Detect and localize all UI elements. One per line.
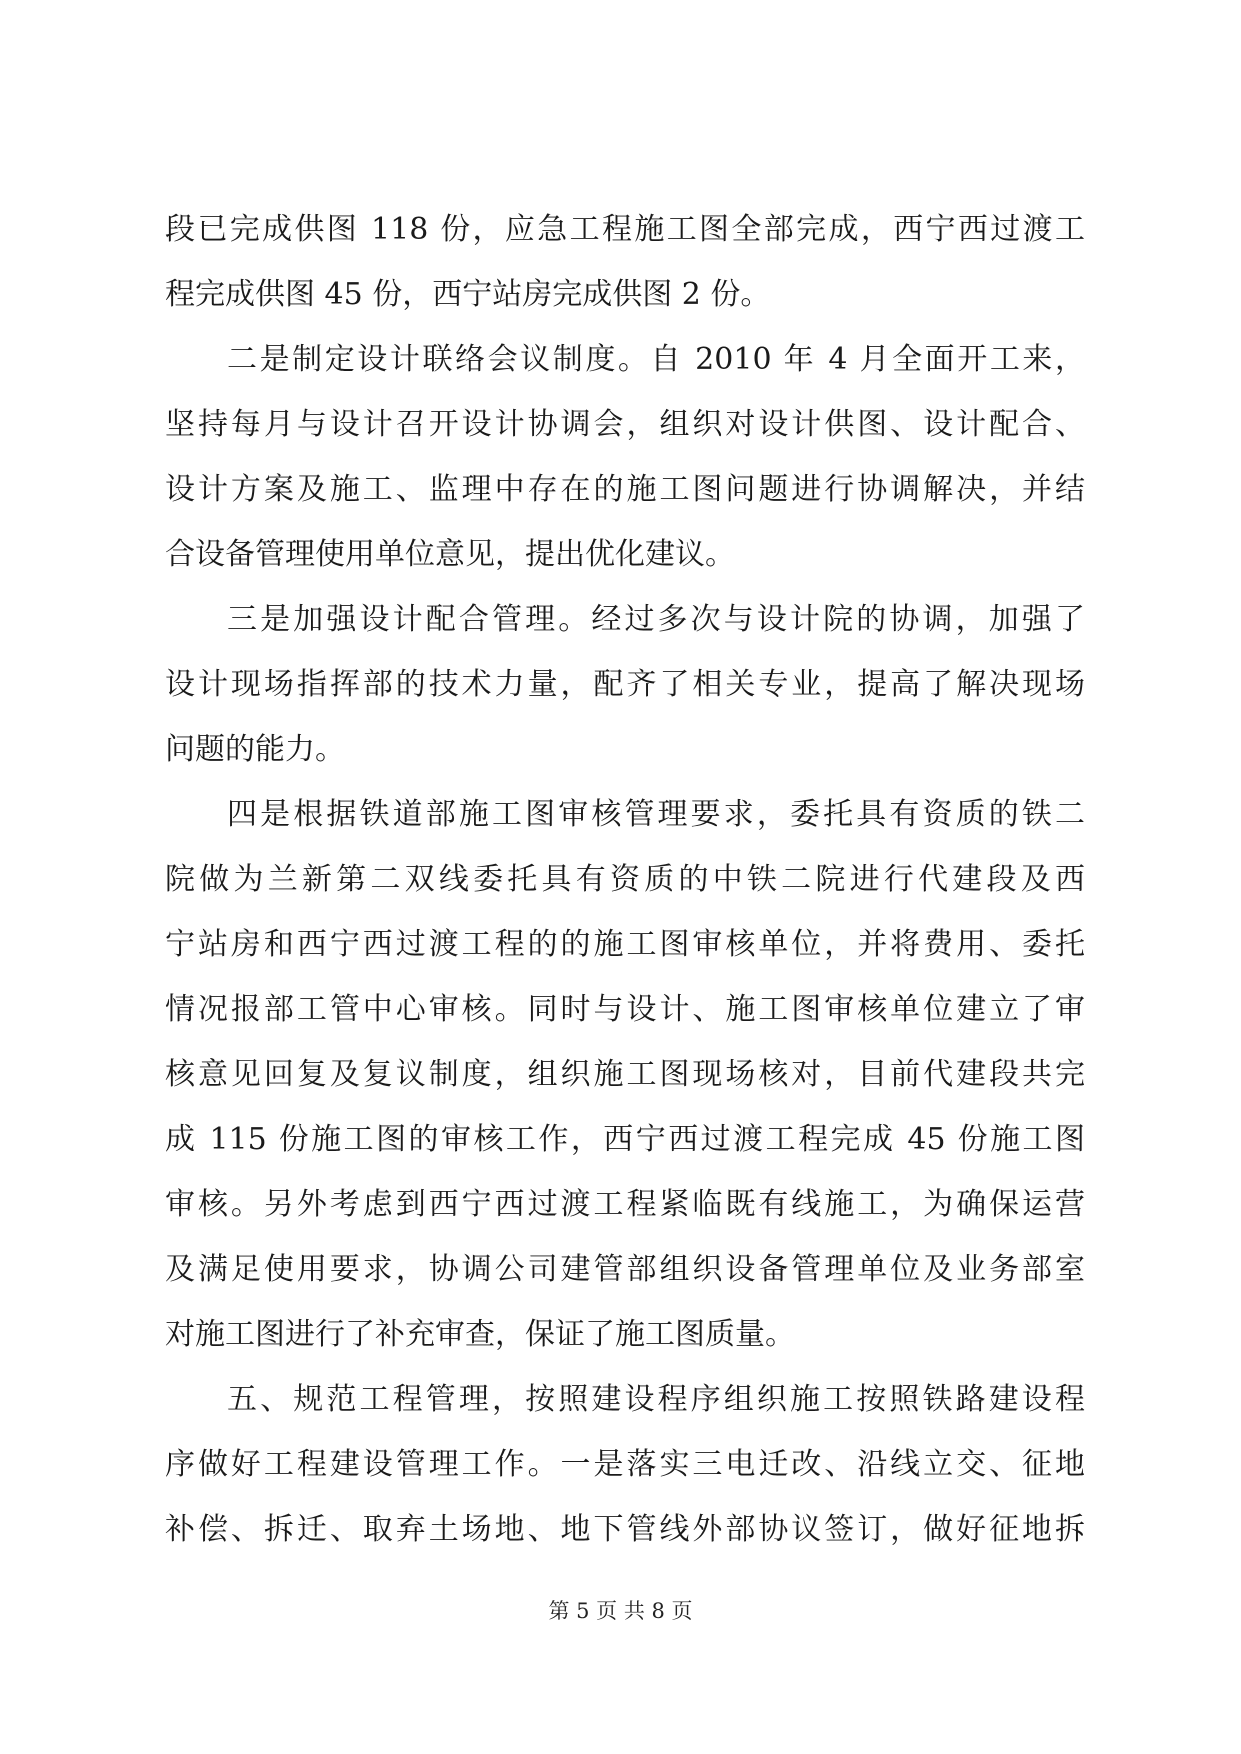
text-line: 核意见回复及复议制度，组织施工图现场核对，目前代建段共完	[165, 1057, 1085, 1092]
text-line: 设计现场指挥部的技术力量，配齐了相关专业，提高了解决现场	[165, 667, 1085, 702]
text-line: 成 115 份施工图的审核工作，西宁西过渡工程完成 45 份施工图	[165, 1122, 1085, 1157]
text-line: 序做好工程建设管理工作。一是落实三电迁改、沿线立交、征地	[165, 1447, 1085, 1482]
paragraph-start-line: 五、规范工程管理，按照建设程序组织施工按照铁路建设程	[227, 1382, 1085, 1417]
text-line: 及满足使用要求，协调公司建管部组织设备管理单位及业务部室	[165, 1252, 1085, 1287]
page-number-footer: 第 5 页 共 8 页	[548, 1599, 693, 1623]
text-line: 补偿、拆迁、取弃土场地、地下管线外部协议签订，做好征地拆	[165, 1512, 1085, 1547]
text-line: 设计方案及施工、监理中存在的施工图问题进行协调解决，并结	[165, 472, 1085, 507]
paragraph-start-line: 二是制定设计联络会议制度。自 2010 年 4 月全面开工来，	[227, 342, 1085, 377]
text-line: 对施工图进行了补充审查，保证了施工图质量。	[165, 1317, 795, 1352]
text-line: 宁站房和西宁西过渡工程的的施工图审核单位，并将费用、委托	[165, 927, 1085, 962]
text-line: 坚持每月与设计召开设计协调会，组织对设计供图、设计配合、	[165, 407, 1085, 442]
paragraph-start-line: 四是根据铁道部施工图审核管理要求，委托具有资质的铁二	[227, 797, 1085, 832]
text-line: 合设备管理使用单位意见，提出优化建议。	[165, 537, 735, 572]
text-line: 院做为兰新第二双线委托具有资质的中铁二院进行代建段及西	[165, 862, 1085, 897]
text-line: 审核。另外考虑到西宁西过渡工程紧临既有线施工，为确保运营	[165, 1187, 1085, 1222]
text-line: 程完成供图 45 份，西宁站房完成供图 2 份。	[165, 277, 771, 312]
text-line: 情况报部工管中心审核。同时与设计、施工图审核单位建立了审	[165, 992, 1085, 1027]
text-line: 段已完成供图 118 份，应急工程施工图全部完成，西宁西过渡工	[165, 212, 1085, 247]
text-line: 问题的能力。	[165, 732, 345, 767]
paragraph-start-line: 三是加强设计配合管理。经过多次与设计院的协调，加强了	[227, 602, 1085, 637]
